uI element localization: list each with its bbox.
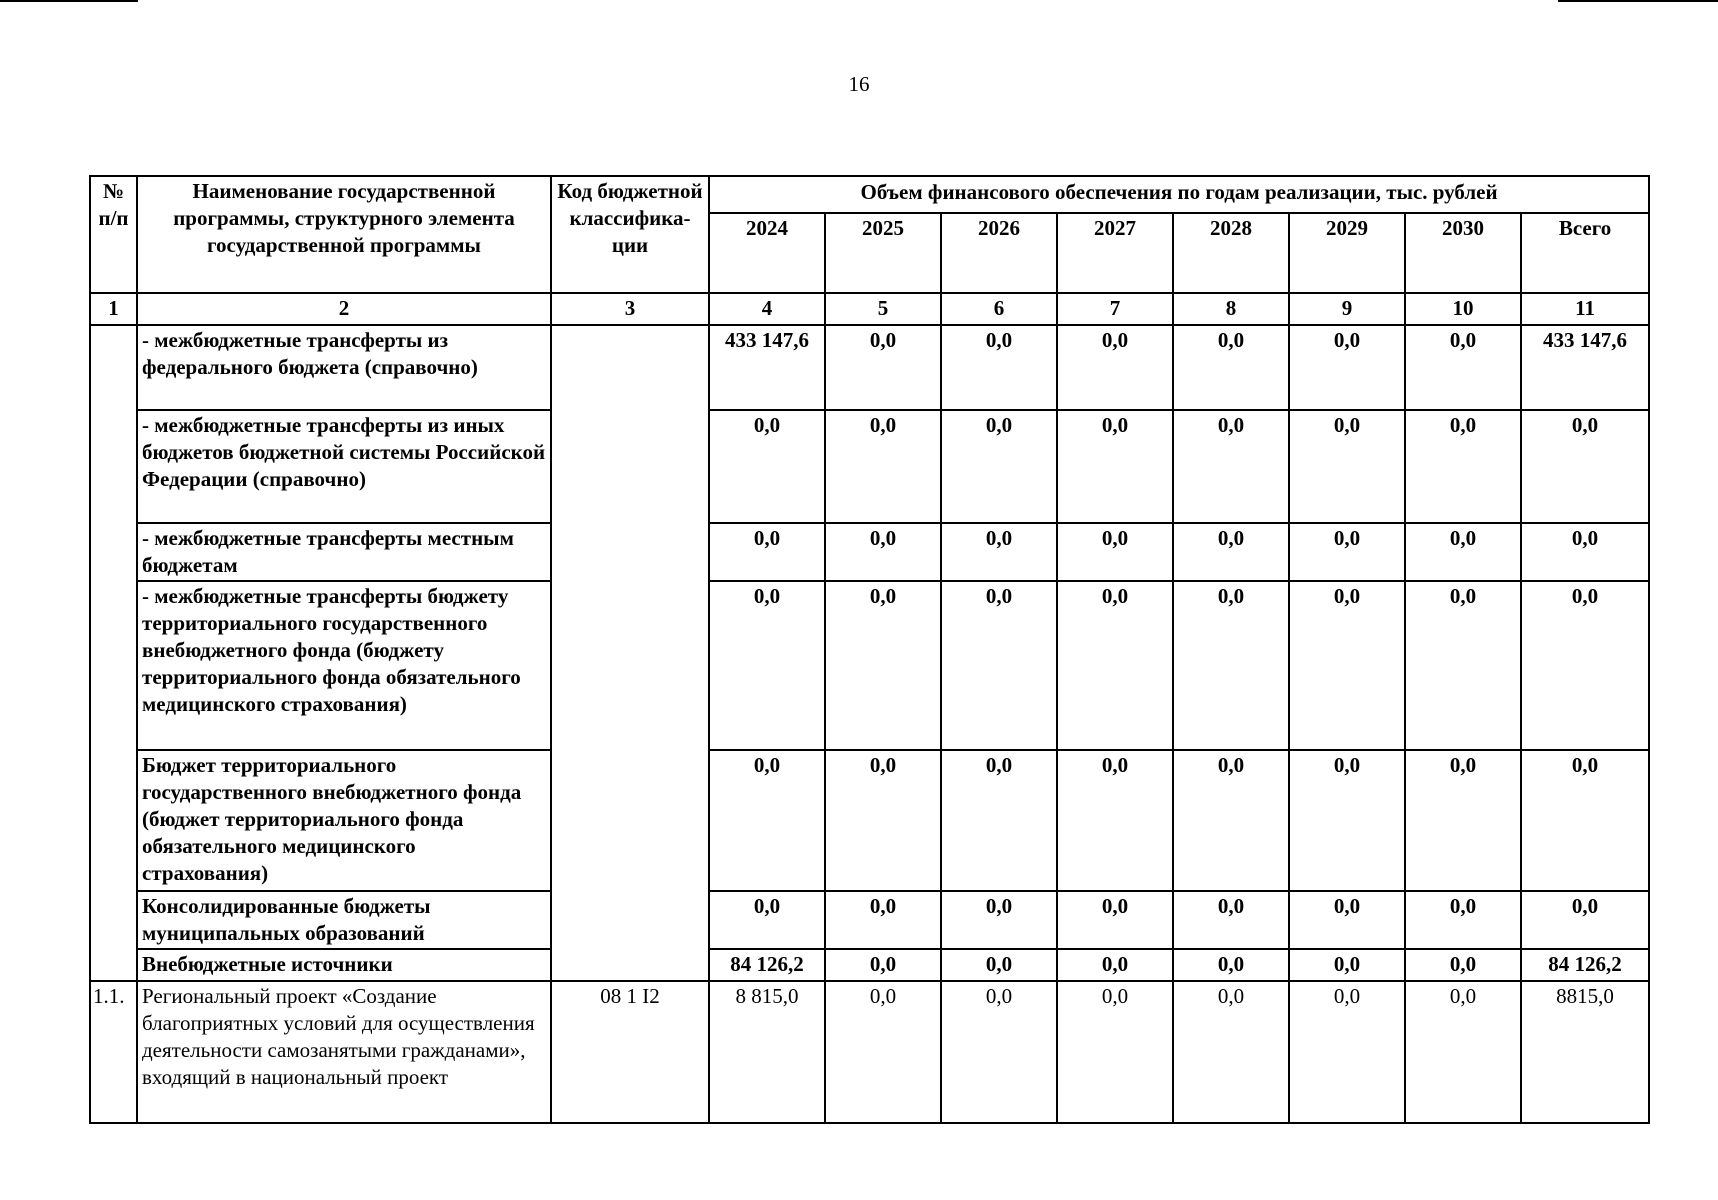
header-year-2027: 2027 xyxy=(1057,213,1173,293)
table-row xyxy=(90,523,1649,581)
row-num xyxy=(90,750,137,891)
page-edge-line-left xyxy=(0,0,138,2)
row-value-total: 0,0 xyxy=(1521,891,1649,949)
header-total: Всего xyxy=(1521,213,1649,293)
row-value-2030: 0,0 xyxy=(1405,523,1521,581)
row-value-2030: 0,0 xyxy=(1405,410,1521,523)
row-value-2024: 0,0 xyxy=(709,750,825,891)
column-number: 4 xyxy=(709,293,825,325)
row-value-2027: 0,0 xyxy=(1057,949,1173,981)
row-value-2025: 0,0 xyxy=(825,410,941,523)
row-value-2029: 0,0 xyxy=(1289,750,1405,891)
column-number: 1 xyxy=(90,293,137,325)
header-num: № п/п xyxy=(90,176,137,293)
row-value-2029: 0,0 xyxy=(1289,410,1405,523)
column-number: 5 xyxy=(825,293,941,325)
page-edge-line-right xyxy=(1558,0,1718,2)
row-value-2027: 0,0 xyxy=(1057,981,1173,1123)
row-value-total: 0,0 xyxy=(1521,750,1649,891)
row-value-2029: 0,0 xyxy=(1289,949,1405,981)
column-number: 9 xyxy=(1289,293,1405,325)
header-year-2025: 2025 xyxy=(825,213,941,293)
row-value-2028: 0,0 xyxy=(1173,581,1289,750)
row-code xyxy=(551,891,709,949)
row-code xyxy=(551,410,709,523)
row-value-2030: 0,0 xyxy=(1405,949,1521,981)
row-value-2027: 0,0 xyxy=(1057,523,1173,581)
table-row xyxy=(90,581,1649,750)
row-value-2026: 0,0 xyxy=(941,891,1057,949)
row-value-2026: 0,0 xyxy=(941,750,1057,891)
row-value-2028: 0,0 xyxy=(1173,750,1289,891)
row-value-2025: 0,0 xyxy=(825,891,941,949)
row-name: Региональный проект «Создание благоприятных условий для осуществления деятельности самозанятыми гражданами», входящий в национальный проект xyxy=(137,981,551,1123)
row-name: - межбюджетные трансферты из иных бюджетов бюджетной системы Российской Федерации (справочно) xyxy=(137,410,551,523)
row-value-total: 0,0 xyxy=(1521,581,1649,750)
row-value-2030: 0,0 xyxy=(1405,891,1521,949)
page-number: 16 xyxy=(848,72,870,96)
row-value-2026: 0,0 xyxy=(941,523,1057,581)
row-value-2026: 0,0 xyxy=(941,325,1057,410)
table-row xyxy=(90,410,1649,523)
row-value-2028: 0,0 xyxy=(1173,949,1289,981)
table-row xyxy=(90,949,1649,981)
row-value-2029: 0,0 xyxy=(1289,981,1405,1123)
row-value-2028: 0,0 xyxy=(1173,981,1289,1123)
row-name: Внебюджетные источники xyxy=(137,949,551,981)
row-value-total: 0,0 xyxy=(1521,523,1649,581)
row-num xyxy=(90,581,137,750)
table-row xyxy=(90,750,1649,891)
row-num xyxy=(90,325,137,410)
row-value-2028: 0,0 xyxy=(1173,891,1289,949)
table-row xyxy=(90,325,1649,410)
row-value-2025: 0,0 xyxy=(825,325,941,410)
row-value-2027: 0,0 xyxy=(1057,750,1173,891)
row-value-2027: 0,0 xyxy=(1057,410,1173,523)
row-value-2024: 0,0 xyxy=(709,581,825,750)
row-value-2026: 0,0 xyxy=(941,981,1057,1123)
row-value-2030: 0,0 xyxy=(1405,750,1521,891)
row-code xyxy=(551,750,709,891)
row-value-2027: 0,0 xyxy=(1057,581,1173,750)
column-number: 10 xyxy=(1405,293,1521,325)
row-code xyxy=(551,949,709,981)
header-year-2028: 2028 xyxy=(1173,213,1289,293)
header-row-top xyxy=(90,176,1649,213)
header-year-2026: 2026 xyxy=(941,213,1057,293)
row-value-2026: 0,0 xyxy=(941,410,1057,523)
header-name: Наименование государственной программы, структурного элемента государственной программы xyxy=(137,176,551,293)
row-num xyxy=(90,949,137,981)
row-value-2029: 0,0 xyxy=(1289,891,1405,949)
row-value-total: 8815,0 xyxy=(1521,981,1649,1123)
row-value-2024: 0,0 xyxy=(709,891,825,949)
row-name: Консолидированные бюджеты муниципальных образований xyxy=(137,891,551,949)
header-year-2024: 2024 xyxy=(709,213,825,293)
row-value-2025: 0,0 xyxy=(825,949,941,981)
row-value-2024: 8 815,0 xyxy=(709,981,825,1123)
column-number: 8 xyxy=(1173,293,1289,325)
financing-table xyxy=(89,175,1650,1124)
row-value-2025: 0,0 xyxy=(825,750,941,891)
row-code xyxy=(551,325,709,410)
row-value-2029: 0,0 xyxy=(1289,325,1405,410)
row-value-total: 0,0 xyxy=(1521,410,1649,523)
header-year-2029: 2029 xyxy=(1289,213,1405,293)
column-number: 11 xyxy=(1521,293,1649,325)
table-row xyxy=(90,891,1649,949)
row-num xyxy=(90,410,137,523)
row-code xyxy=(551,581,709,750)
row-num xyxy=(90,891,137,949)
header-volume: Объем финансового обеспечения по годам реализации, тыс. рублей xyxy=(709,176,1649,213)
row-value-2025: 0,0 xyxy=(825,581,941,750)
row-name: - межбюджетные трансферты бюджету территориального государственного внебюджетного фонда (бюджету территориального фонда обязательного медицинского страхования) xyxy=(137,581,551,750)
row-value-2029: 0,0 xyxy=(1289,523,1405,581)
row-value-2030: 0,0 xyxy=(1405,325,1521,410)
table-row xyxy=(90,981,1649,1123)
row-name: - межбюджетные трансферты местным бюджетам xyxy=(137,523,551,581)
row-value-2025: 0,0 xyxy=(825,981,941,1123)
column-number: 6 xyxy=(941,293,1057,325)
row-value-2028: 0,0 xyxy=(1173,410,1289,523)
header-code: Код бюджетной классифика-ции xyxy=(551,176,709,293)
row-value-2029: 0,0 xyxy=(1289,581,1405,750)
row-value-total: 433 147,6 xyxy=(1521,325,1649,410)
row-value-2026: 0,0 xyxy=(941,949,1057,981)
row-value-2028: 0,0 xyxy=(1173,523,1289,581)
row-name: Бюджет территориального государственного внебюджетного фонда (бюджет территориального фонда обязательного медицинского страхования) xyxy=(137,750,551,891)
row-num: 1.1. xyxy=(90,981,137,1123)
row-value-2030: 0,0 xyxy=(1405,981,1521,1123)
row-name: - межбюджетные трансферты из федерального бюджета (справочно) xyxy=(137,325,551,410)
header-year-2030: 2030 xyxy=(1405,213,1521,293)
row-value-2024: 0,0 xyxy=(709,410,825,523)
row-value-total: 84 126,2 xyxy=(1521,949,1649,981)
row-value-2027: 0,0 xyxy=(1057,325,1173,410)
row-code xyxy=(551,523,709,581)
column-number: 7 xyxy=(1057,293,1173,325)
row-code: 08 1 I2 xyxy=(551,981,709,1123)
column-number-row xyxy=(90,293,1649,325)
column-number: 3 xyxy=(551,293,709,325)
row-value-2026: 0,0 xyxy=(941,581,1057,750)
row-value-2025: 0,0 xyxy=(825,523,941,581)
row-num xyxy=(90,523,137,581)
row-value-2024: 84 126,2 xyxy=(709,949,825,981)
row-value-2028: 0,0 xyxy=(1173,325,1289,410)
column-number: 2 xyxy=(137,293,551,325)
row-value-2024: 433 147,6 xyxy=(709,325,825,410)
row-value-2024: 0,0 xyxy=(709,523,825,581)
row-value-2027: 0,0 xyxy=(1057,891,1173,949)
row-value-2030: 0,0 xyxy=(1405,581,1521,750)
